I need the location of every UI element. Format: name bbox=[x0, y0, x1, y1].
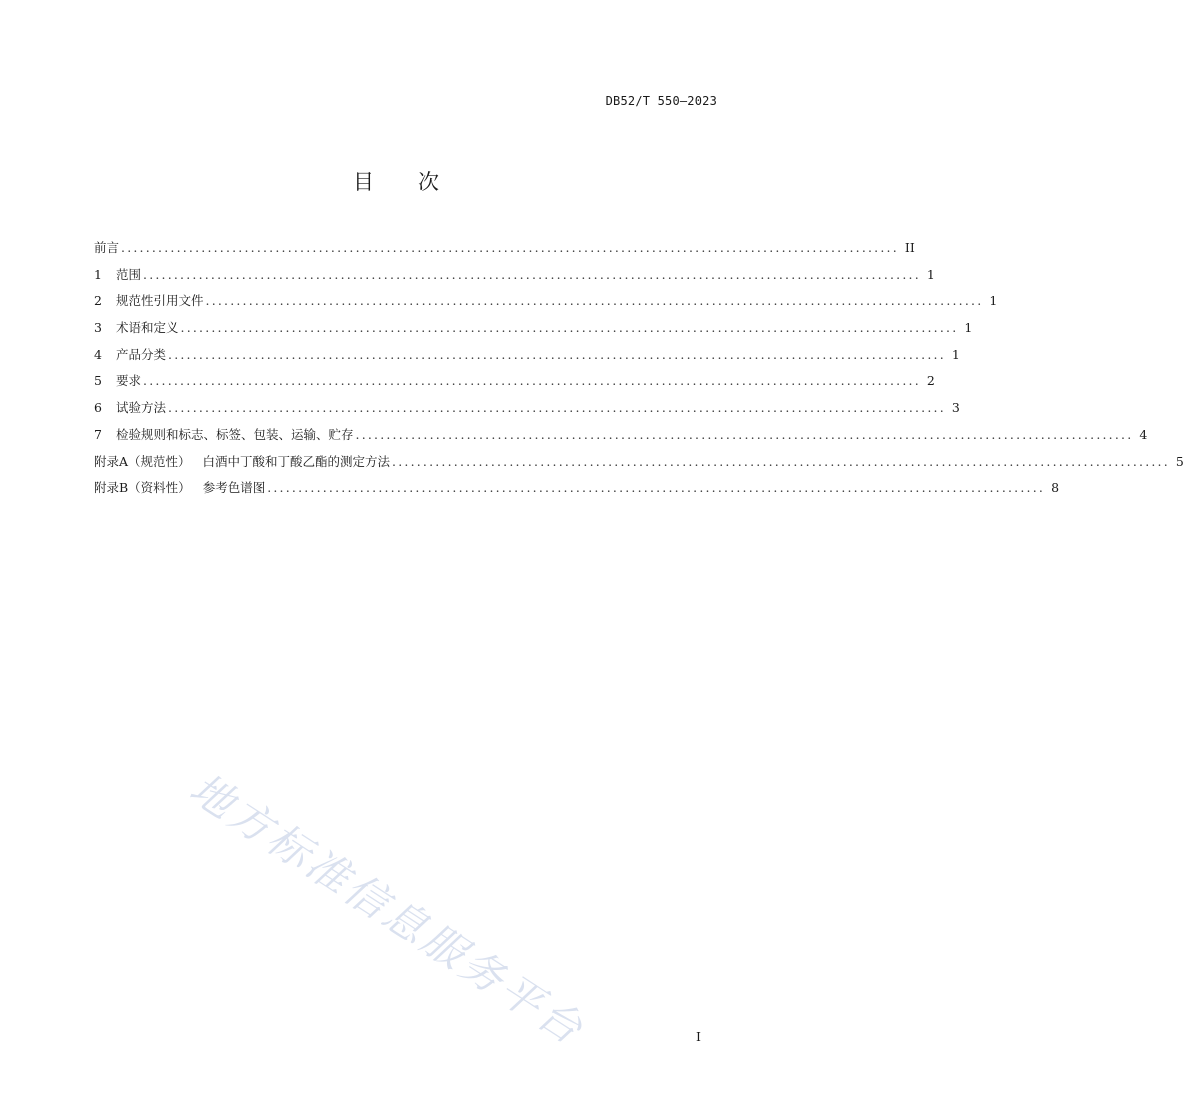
toc-entry-label: 要求 bbox=[116, 373, 142, 389]
toc-entry-number: 6 bbox=[94, 400, 102, 416]
toc-entry-number: 1 bbox=[94, 266, 102, 282]
toc-entry-normative-references[interactable]: 2 规范性引用文件 .............................................................................................................................. 1 bbox=[94, 293, 998, 309]
toc-entry-number: 2 bbox=[94, 293, 102, 309]
toc-entry-label bbox=[94, 478, 265, 496]
toc-entry-requirements[interactable]: 5 要求 .............................................................................................................................. 2 bbox=[94, 373, 935, 389]
annex-kind: 附录A（规范性） bbox=[94, 453, 191, 469]
toc-entry-classification[interactable]: 4 产品分类 .............................................................................................................................. 1 bbox=[94, 346, 960, 362]
annex-title: 白酒中丁酸和丁酸乙酯的测定方法 bbox=[202, 453, 391, 469]
toc-entry-annex-b[interactable]: 附录B（资料性） 参考色谱图 .............................................................................................................................. 8 bbox=[94, 480, 1060, 496]
toc-entry-label bbox=[94, 452, 390, 470]
toc-entry-terms[interactable]: 3 术语和定义 .............................................................................................................................. 1 bbox=[94, 320, 973, 336]
toc-entry-page: 1 bbox=[951, 346, 960, 362]
toc-entry-page: II bbox=[904, 240, 915, 255]
toc-entry-test-methods[interactable]: 6 试验方法 .............................................................................................................................. 3 bbox=[94, 400, 960, 416]
toc-entry-page: 2 bbox=[926, 373, 935, 389]
toc-entry-page: 5 bbox=[1175, 453, 1184, 469]
toc-title bbox=[0, 166, 792, 196]
toc-entry-scope[interactable]: 1 范围 .............................................................................................................................. 1 bbox=[94, 266, 935, 282]
toc-entry-label: 范围 bbox=[116, 266, 142, 282]
toc-entry-label: 术语和定义 bbox=[116, 320, 179, 336]
toc-entry-page: 3 bbox=[951, 400, 960, 416]
toc-entry-page: 1 bbox=[989, 293, 998, 309]
toc-entry-page: 1 bbox=[964, 320, 973, 336]
toc-title-part2: 次 bbox=[418, 170, 439, 194]
toc-entry-label: 产品分类 bbox=[116, 346, 167, 362]
toc-entry-label: 规范性引用文件 bbox=[116, 293, 204, 309]
toc-entry-label: 检验规则和标志、标签、包装、运输、贮存 bbox=[116, 426, 354, 442]
toc-entry-foreword[interactable]: 前言 .............................................................................................................................. II bbox=[94, 240, 915, 255]
watermark: 地方标准信息服务平台 bbox=[181, 763, 594, 1056]
toc-entry-number: 5 bbox=[94, 373, 102, 389]
doc-code: DB52/T 550—2023 bbox=[605, 94, 717, 108]
toc-title-part1: 目 bbox=[353, 170, 374, 194]
toc-entry-page: 4 bbox=[1139, 426, 1148, 442]
annex-kind: 附录B（资料性） bbox=[94, 480, 191, 496]
toc-entry-label: 前言 bbox=[94, 240, 120, 255]
toc-entry-page: 8 bbox=[1051, 480, 1060, 496]
toc-entry-number: 4 bbox=[94, 346, 102, 362]
toc-entry-label: 试验方法 bbox=[116, 400, 167, 416]
toc-entry-page: 1 bbox=[926, 266, 935, 282]
page-number: I bbox=[696, 1029, 701, 1044]
annex-title: 参考色谱图 bbox=[202, 480, 266, 496]
toc-entry-inspection-rules[interactable]: 7 检验规则和标志、标签、包装、运输、贮存 .............................................................................................................................. 4 bbox=[94, 426, 1148, 442]
toc-entry-number: 7 bbox=[94, 426, 102, 442]
toc-entry-number: 3 bbox=[94, 320, 102, 336]
toc-list bbox=[94, 238, 1184, 505]
toc-entry-annex-a[interactable]: 附录A（规范性） 白酒中丁酸和丁酸乙酯的测定方法 .............................................................................................................................. 5 bbox=[94, 453, 1184, 469]
